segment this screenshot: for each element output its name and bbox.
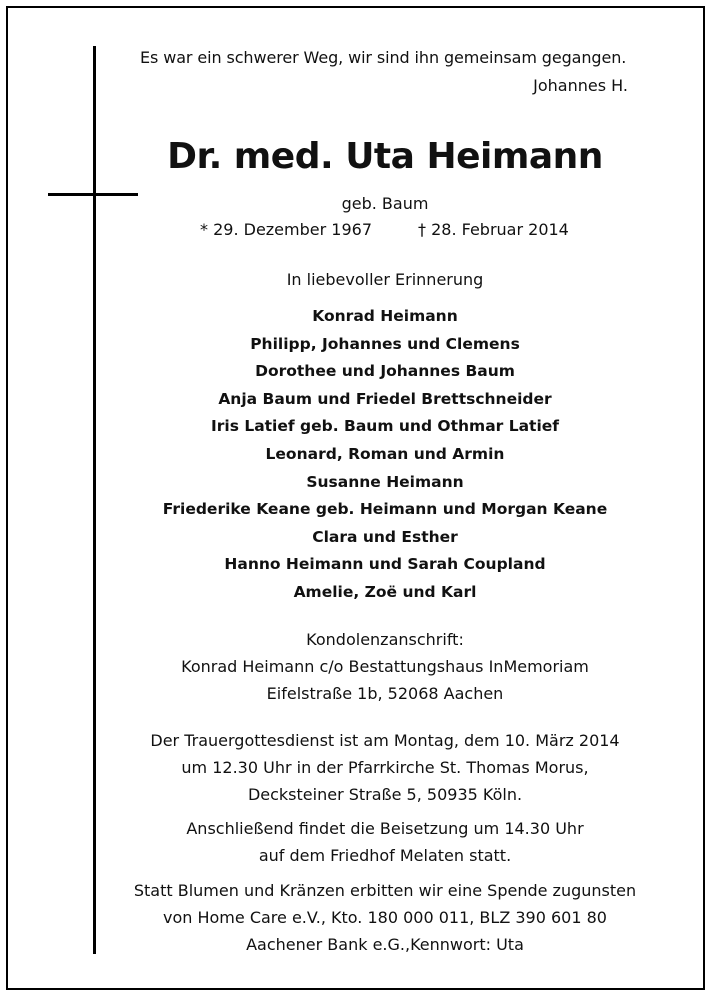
mourner-line: Philipp, Johannes und Clemens — [250, 334, 520, 353]
birth-date: * 29. Dezember 1967 — [200, 220, 372, 239]
condolence-heading: Kondolenzanschrift: — [306, 630, 464, 649]
life-dates — [100, 218, 670, 242]
cross-icon-vertical-bar — [93, 46, 96, 954]
service-line: Der Trauergottesdienst ist am Montag, dem 10. März 2014 — [150, 731, 620, 750]
condolence-line: Eifelstraße 1b, 52068 Aachen — [266, 684, 504, 703]
mourner-line: Hanno Heimann und Sarah Coupland — [224, 555, 546, 574]
burial-line: Anschließend findet die Beisetzung um 14.30 Uhr — [186, 819, 584, 838]
quote-author: Johannes H. — [533, 76, 628, 95]
memory-line: In liebevoller Erinnerung — [286, 270, 484, 289]
mourners-list — [100, 303, 670, 607]
mourner-line: Leonard, Roman und Armin — [265, 444, 505, 463]
condolence-address — [100, 626, 670, 707]
mourner-line: Konrad Heimann — [312, 307, 458, 325]
mourner-line: Clara und Esther — [312, 527, 458, 546]
donation-line: Aachener Bank e.G.,Kennwort: Uta — [246, 935, 524, 954]
mourner-line: Iris Latief geb. Baum und Othmar Latief — [210, 417, 560, 436]
service-line: um 12.30 Uhr in der Pfarrkirche St. Thomas Morus, — [181, 758, 589, 777]
mourner-line: Anja Baum und Friedel Brettschneider — [218, 389, 552, 408]
donation-request — [100, 877, 670, 958]
death-date: † 28. Februar 2014 — [418, 220, 569, 239]
donation-line: Statt Blumen und Kränzen erbitten wir eine Spende zugunsten — [133, 881, 637, 900]
quote-text: Es war ein schwerer Weg, wir sind ihn gemeinsam gegangen. — [140, 48, 627, 67]
mourner-line: Amelie, Zoë und Karl — [293, 582, 477, 601]
birth-name: geb. Baum — [341, 194, 429, 213]
mourner-line: Susanne Heimann — [306, 472, 464, 491]
mourner-line: Friederike Keane geb. Heimann und Morgan Keane — [162, 500, 608, 519]
deceased-name: Dr. med. Uta Heimann — [167, 136, 603, 177]
donation-line: von Home Care e.V., Kto. 180 000 011, BLZ 390 601 80 — [163, 908, 607, 927]
burial-line: auf dem Friedhof Melaten statt. — [258, 846, 512, 865]
mourner-line: Dorothee und Johannes Baum — [255, 362, 515, 381]
burial-info — [100, 815, 670, 869]
funeral-service-info — [100, 727, 670, 808]
service-line: Decksteiner Straße 5, 50935 Köln. — [247, 785, 523, 804]
condolence-line: Konrad Heimann c/o Bestattungshaus InMemoriam — [181, 657, 589, 676]
quote-block — [140, 44, 628, 100]
